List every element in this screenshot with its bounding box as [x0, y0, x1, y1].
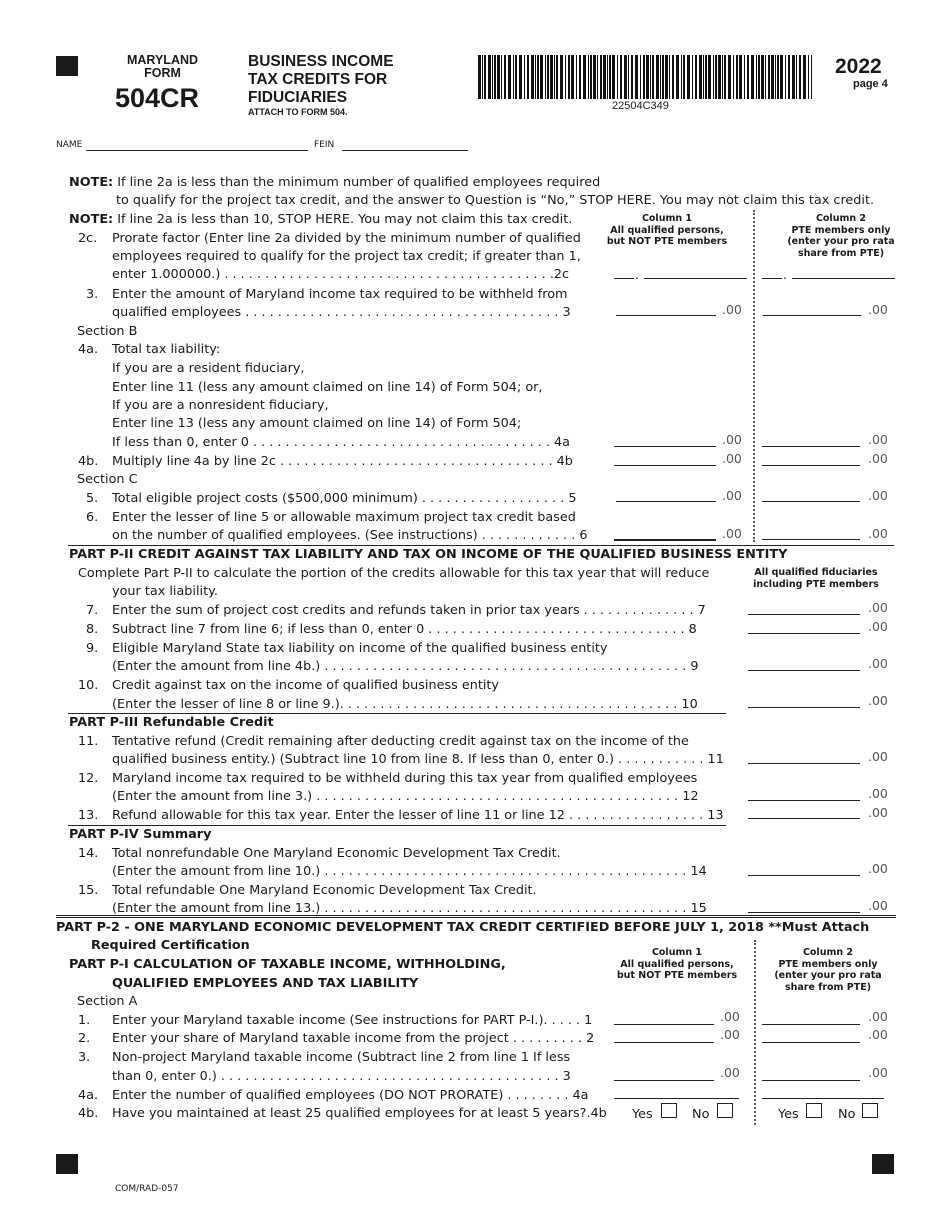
- barcode-bar: [699, 55, 702, 99]
- cents-00: .00: [868, 619, 888, 634]
- barcode-bar: [792, 55, 795, 99]
- barcode-bar: [669, 55, 670, 99]
- barcode-bar: [624, 55, 627, 99]
- barcode-bar: [687, 55, 690, 99]
- line-14-num: 14.: [78, 846, 99, 861]
- part-p2-heading: PART P-II CREDIT AGAINST TAX LIABILITY AND TAX ON INCOME OF THE QUALIFIED BUSINESS ENTITY: [69, 547, 788, 562]
- line-4b-num: 4b.: [78, 454, 99, 469]
- column-1-header: Column 1 All qualified persons, but NOT PTE members: [616, 947, 738, 981]
- barcode-bar: [628, 55, 629, 99]
- line-10-text: Credit against tax on the income of qualified business entity: [112, 678, 499, 693]
- p2-line-3-col1[interactable]: [614, 1080, 714, 1081]
- line-3-text: Enter the amount of Maryland income tax required to be withheld from: [112, 287, 568, 302]
- p2-line-1-col1[interactable]: [614, 1024, 714, 1025]
- line-12-text: Maryland income tax required to be withheld during this tax year from qualified employees: [112, 771, 698, 786]
- cents-00: .00: [868, 1009, 888, 1024]
- line-11-text: Tentative refund (Credit remaining after deducting credit against tax on the income of the: [112, 734, 689, 749]
- form-code: COM/RAD-057: [115, 1184, 179, 1194]
- barcode-bar: [488, 55, 491, 99]
- part-p2-intro: your tax liability.: [112, 584, 218, 599]
- line-9-text: Eligible Maryland State tax liability on income of the qualified business entity: [112, 641, 608, 656]
- barcode-bar: [515, 55, 517, 99]
- line-9-num: 9.: [86, 641, 99, 656]
- barcode-bar: [643, 55, 645, 99]
- barcode-bar: [579, 55, 581, 99]
- cents-00: .00: [868, 693, 888, 708]
- line-14-text: Total nonrefundable One Maryland Economic Development Tax Credit.: [112, 846, 561, 861]
- barcode-bar: [771, 55, 774, 99]
- barcode: [478, 55, 812, 99]
- barcode-bar: [617, 55, 618, 99]
- line-15-num: 15.: [78, 883, 99, 898]
- cents-00: .00: [868, 656, 888, 671]
- barcode-bar: [724, 55, 726, 99]
- part-pi-heading: QUALIFIED EMPLOYEES AND TAX LIABILITY: [112, 976, 419, 991]
- line-4a-col2[interactable]: [762, 446, 860, 447]
- line-4b-col1[interactable]: [614, 465, 716, 466]
- line-2c-text: Prorate factor (Enter line 2a divided by the minimum number of qualified: [112, 231, 581, 246]
- barcode-bar: [728, 55, 731, 99]
- barcode-bar: [695, 55, 697, 99]
- cents-00: .00: [868, 451, 888, 466]
- barcode-bar: [600, 55, 602, 99]
- line-4a-text: Enter line 13 (less any amount claimed on line 14) of Form 504;: [112, 416, 522, 431]
- note-1-cont: to qualify for the project tax credit, and the answer to Question is “No,” STOP HERE. You may not claim this tax credit.: [116, 193, 875, 208]
- barcode-bar: [612, 55, 615, 99]
- barcode-bar: [588, 55, 589, 99]
- line-13-amount[interactable]: [748, 818, 860, 819]
- state-label: MARYLAND FORM: [126, 53, 199, 80]
- barcode-bar: [631, 55, 633, 99]
- barcode-bar: [576, 55, 577, 99]
- barcode-bar: [568, 55, 570, 99]
- decimal-point: .: [783, 268, 788, 283]
- page-number: page 4: [853, 78, 888, 90]
- barcode-bar: [531, 55, 534, 99]
- barcode-bar: [756, 55, 757, 99]
- barcode-bar: [744, 55, 745, 99]
- barcode-bar: [650, 55, 651, 99]
- p2-line-3-col2[interactable]: [762, 1080, 860, 1081]
- line-2c-col1-frac[interactable]: [644, 278, 747, 279]
- column-2-header: Column 2 PTE members only (enter your pro rata share from PTE): [774, 947, 882, 993]
- barcode-bar: [747, 55, 749, 99]
- line-3-col1[interactable]: [616, 315, 716, 316]
- divider: [68, 825, 726, 826]
- part-p4-heading: PART P-IV Summary: [69, 827, 212, 842]
- line-6-col1[interactable]: [614, 539, 716, 541]
- line-11-amount[interactable]: [748, 763, 860, 764]
- line-5-col1[interactable]: [616, 501, 716, 502]
- p2-line-2-num: 2.: [78, 1031, 91, 1046]
- barcode-bar: [537, 55, 539, 99]
- cents-00: .00: [868, 1027, 888, 1042]
- cents-00: .00: [868, 488, 888, 503]
- line-12-amount[interactable]: [748, 800, 860, 801]
- barcode-bar: [708, 55, 711, 99]
- line-3-text: qualified employees . . . . . . . . . . . . . . . . . . . . . . . . . . . . . . . . . . . . . . . 3: [112, 305, 571, 320]
- line-4a-text: Enter line 11 (less any amount claimed on line 14) of Form 504; or,: [112, 380, 543, 395]
- line-3-num: 3.: [86, 287, 99, 302]
- p2-line-4a-col2[interactable]: [762, 1098, 884, 1099]
- section-b: Section B: [77, 324, 138, 339]
- p2-line-4b-text: Have you maintained at least 25 qualified employees for at least 5 years?.4b: [112, 1106, 607, 1121]
- barcode-bar: [482, 55, 483, 99]
- barcode-bar: [554, 55, 555, 99]
- barcode-bar: [652, 55, 654, 99]
- p2-line-2-text: Enter your share of Maryland taxable income from the project . . . . . . . . . 2: [112, 1031, 595, 1046]
- line-8-text: Subtract line 7 from line 6; if less than 0, enter 0 . . . . . . . . . . . . . . . . . . . . . . . . . . . . . . . . 8: [112, 622, 697, 637]
- registration-mark: [872, 1154, 894, 1174]
- cents-00: .00: [722, 432, 742, 447]
- line-5-num: 5.: [86, 491, 99, 506]
- p2-line-2-col1[interactable]: [614, 1042, 714, 1043]
- cents-00: .00: [722, 302, 742, 317]
- line-6-text: on the number of qualified employees. (See instructions) . . . . . . . . . . . . 6: [112, 528, 588, 543]
- barcode-bar: [736, 55, 738, 99]
- line-4b-col2[interactable]: [762, 465, 860, 466]
- no-label: No: [838, 1107, 856, 1122]
- barcode-bar: [733, 55, 734, 99]
- line-3-col2[interactable]: [763, 315, 861, 316]
- line-6-num: 6.: [86, 510, 99, 525]
- barcode-bar: [656, 55, 659, 99]
- barcode-bar: [703, 55, 704, 99]
- barcode-bar: [715, 55, 717, 99]
- p2-line-1-text: Enter your Maryland taxable income (See instructions for PART P-I.). . . . . 1: [112, 1013, 593, 1028]
- barcode-bar: [560, 55, 563, 99]
- barcode-bar: [768, 55, 770, 99]
- line-2c-col1-int[interactable]: [614, 278, 634, 279]
- barcode-bar: [811, 55, 812, 99]
- line-10-amount[interactable]: [748, 707, 860, 708]
- line-12-num: 12.: [78, 771, 99, 786]
- line-4a-num: 4a.: [78, 342, 99, 357]
- form-title: BUSINESS INCOME TAX CREDITS FOR FIDUCIARIES: [248, 53, 394, 106]
- line-6-col2[interactable]: [762, 539, 860, 540]
- barcode-bar: [780, 55, 783, 99]
- barcode-bar: [646, 55, 649, 99]
- barcode-bar: [501, 55, 502, 99]
- barcode-bar: [739, 55, 742, 99]
- cents-00: .00: [722, 488, 742, 503]
- line-2c-num: 2c.: [78, 231, 98, 246]
- cents-00: .00: [868, 432, 888, 447]
- section-c: Section C: [77, 472, 138, 487]
- barcode-bar: [583, 55, 586, 99]
- line-13-text: Refund allowable for this tax year. Enter the lesser of line 11 or line 12 . . . . . . . . . . . . . . . . . 13: [112, 808, 724, 823]
- line-10-text: (Enter the lesser of line 8 or line 9.). . . . . . . . . . . . . . . . . . . . . . . . . . . . . . . . . . . . . . . . . . 10: [112, 697, 698, 712]
- line-4a-text: Total tax liability:: [112, 342, 221, 357]
- part-p2-intro: Complete Part P-II to calculate the portion of the credits allowable for this tax year that will reduce: [78, 566, 710, 581]
- barcode-bar: [640, 55, 641, 99]
- line-14-amount[interactable]: [748, 875, 860, 876]
- cents-00: .00: [720, 1065, 740, 1080]
- cents-00: .00: [722, 451, 742, 466]
- barcode-bar: [681, 55, 682, 99]
- line-13-num: 13.: [78, 808, 99, 823]
- barcode-bar: [808, 55, 809, 99]
- divider: [68, 545, 894, 546]
- line-5-col2[interactable]: [762, 501, 860, 502]
- barcode-bar: [593, 55, 596, 99]
- barcode-bar: [535, 55, 536, 99]
- part-2-heading: Required Certification: [91, 938, 250, 953]
- column-2-header: Column 2 PTE members only (enter your pro rata share from PTE): [787, 213, 895, 259]
- barcode-bar: [527, 55, 529, 99]
- barcode-bar: [547, 55, 549, 99]
- barcode-bar: [556, 55, 558, 99]
- barcode-bar: [550, 55, 553, 99]
- registration-mark: [56, 56, 78, 76]
- col1-no-checkbox[interactable]: [717, 1103, 733, 1118]
- line-9-amount[interactable]: [748, 670, 860, 671]
- barcode-bar: [705, 55, 707, 99]
- p2-line-4b-num: 4b.: [78, 1106, 99, 1121]
- line-7-num: 7.: [86, 603, 99, 618]
- p2-line-4a-num: 4a.: [78, 1088, 99, 1103]
- cents-00: .00: [868, 786, 888, 801]
- barcode-bar: [713, 55, 714, 99]
- line-9-text: (Enter the amount from line 4b.) . . . . . . . . . . . . . . . . . . . . . . . . . . . . . . . . . . . . . . . . . . . . . 9: [112, 659, 699, 674]
- barcode-bar: [571, 55, 574, 99]
- barcode-bar: [718, 55, 721, 99]
- barcode-bar: [665, 55, 668, 99]
- name-label: NAME: [56, 140, 83, 150]
- barcode-bar: [497, 55, 500, 99]
- column-divider: [753, 210, 755, 542]
- line-4a-text: If you are a resident fiduciary,: [112, 361, 305, 376]
- line-2c-text: enter 1.000000.) . . . . . . . . . . . . . . . . . . . . . . . . . . . . . . . . . . . . . . . . .2c: [112, 267, 570, 282]
- barcode-bar: [722, 55, 723, 99]
- barcode-bar: [765, 55, 766, 99]
- line-15-text: (Enter the amount from line 13.) . . . . . . . . . . . . . . . . . . . . . . . . . . . . . . . . . . . . . . . . . . . . . 15: [112, 901, 707, 916]
- barcode-bar: [676, 55, 679, 99]
- line-11-num: 11.: [78, 734, 99, 749]
- barcode-bar: [519, 55, 522, 99]
- divider: [68, 713, 726, 714]
- barcode-bar: [492, 55, 493, 99]
- line-12-text: (Enter the amount from line 3.) . . . . . . . . . . . . . . . . . . . . . . . . . . . . . . . . . . . . . . . . . . . . . 12: [112, 789, 699, 804]
- barcode-bar: [603, 55, 606, 99]
- part-2-heading: PART P-2 - ONE MARYLAND ECONOMIC DEVELOPMENT TAX CREDIT CERTIFIED BEFORE JULY 1, 2018 **Must Attach: [56, 920, 870, 935]
- p2-line-1-col2[interactable]: [762, 1024, 860, 1025]
- fein-field[interactable]: [342, 150, 468, 151]
- barcode-bar: [597, 55, 598, 99]
- p2-line-3-num: 3.: [78, 1050, 91, 1065]
- part-pi-heading: PART P-I CALCULATION OF TAXABLE INCOME, WITHHOLDING,: [69, 957, 506, 972]
- line-10-num: 10.: [78, 678, 99, 693]
- section-divider: [56, 915, 896, 918]
- barcode-bar: [508, 55, 511, 99]
- name-field[interactable]: [86, 150, 308, 151]
- registration-mark: [56, 1154, 78, 1174]
- no-label: No: [692, 1107, 710, 1122]
- line-6-text: Enter the lesser of line 5 or allowable maximum project tax credit based: [112, 510, 576, 525]
- note-2: NOTE: If line 2a is less than 10, STOP HERE. You may not claim this tax credit.: [69, 212, 573, 227]
- barcode-bar: [545, 55, 546, 99]
- line-2c-col2-frac[interactable]: [792, 278, 895, 279]
- barcode-bar: [609, 55, 611, 99]
- column-divider: [754, 940, 756, 1125]
- line-5-text: Total eligible project costs ($500,000 minimum) . . . . . . . . . . . . . . . . . . 5: [112, 491, 577, 506]
- p2-line-1-num: 1.: [78, 1013, 91, 1028]
- cents-00: .00: [868, 898, 888, 913]
- attach-note: ATTACH TO FORM 504.: [248, 107, 348, 117]
- cents-00: .00: [868, 805, 888, 820]
- line-15-text: Total refundable One Maryland Economic Development Tax Credit.: [112, 883, 537, 898]
- barcode-bar: [620, 55, 622, 99]
- fein-label: FEIN: [314, 140, 335, 150]
- line-2c-col2-int[interactable]: [762, 278, 782, 279]
- barcode-bar: [590, 55, 592, 99]
- barcode-bar: [662, 55, 664, 99]
- barcode-bar: [683, 55, 685, 99]
- pte-column-header: All qualified fiduciaries including PTE members: [753, 567, 879, 590]
- p2-line-3-text: Non-project Maryland taxable income (Subtract line 2 from line 1 If less: [112, 1050, 571, 1065]
- line-4b-text: Multiply line 4a by line 2c . . . . . . . . . . . . . . . . . . . . . . . . . . . . . . . . . . 4b: [112, 454, 573, 469]
- barcode-bar: [796, 55, 797, 99]
- cents-00: .00: [868, 600, 888, 615]
- cents-00: .00: [720, 1027, 740, 1042]
- tax-year: 2022: [835, 55, 882, 78]
- barcode-bar: [692, 55, 693, 99]
- barcode-bar: [540, 55, 543, 99]
- barcode-bar: [513, 55, 514, 99]
- p2-line-2-col2[interactable]: [762, 1042, 860, 1043]
- yes-label: Yes: [778, 1107, 799, 1122]
- barcode-bar: [799, 55, 801, 99]
- col2-yes-checkbox[interactable]: [806, 1103, 822, 1118]
- barcode-bar: [758, 55, 760, 99]
- barcode-bar: [777, 55, 779, 99]
- form-number: 504CR: [115, 83, 200, 113]
- col2-no-checkbox[interactable]: [862, 1103, 878, 1118]
- cents-00: .00: [720, 1009, 740, 1024]
- barcode-bar: [494, 55, 496, 99]
- line-8-amount[interactable]: [748, 633, 860, 634]
- cents-00: .00: [722, 526, 742, 541]
- barcode-bar: [785, 55, 786, 99]
- barcode-bar: [565, 55, 566, 99]
- barcode-bar: [524, 55, 525, 99]
- line-4a-col1[interactable]: [614, 446, 716, 447]
- section-a: Section A: [77, 994, 138, 1009]
- barcode-bar: [751, 55, 754, 99]
- cents-00: .00: [868, 526, 888, 541]
- p2-line-4a-col1[interactable]: [614, 1098, 739, 1099]
- line-8-num: 8.: [86, 622, 99, 637]
- decimal-point: .: [635, 268, 640, 283]
- barcode-bar: [607, 55, 608, 99]
- part-p3-heading: PART P-III Refundable Credit: [69, 715, 274, 730]
- barcode-bar: [635, 55, 638, 99]
- line-11-text: qualified business entity.) (Subtract line 10 from line 8. If less than 0, enter 0.) . . . . . . . . . . . 11: [112, 752, 724, 767]
- cents-00: .00: [868, 1065, 888, 1080]
- line-4a-text: If less than 0, enter 0 . . . . . . . . . . . . . . . . . . . . . . . . . . . . . . . . . . . . . 4a: [112, 435, 571, 450]
- barcode-bar: [484, 55, 486, 99]
- column-1-header: Column 1 All qualified persons, but NOT PTE members: [606, 213, 728, 247]
- barcode-bar: [788, 55, 790, 99]
- cents-00: .00: [868, 749, 888, 764]
- barcode-bar: [478, 55, 481, 99]
- barcode-bar: [775, 55, 776, 99]
- note-1: NOTE: If line 2a is less than the minimum number of qualified employees required: [69, 175, 601, 190]
- barcode-bar: [504, 55, 506, 99]
- p2-line-3-text: than 0, enter 0.) . . . . . . . . . . . . . . . . . . . . . . . . . . . . . . . . . . . . . . . . . . 3: [112, 1069, 571, 1084]
- cents-00: .00: [868, 302, 888, 317]
- cents-00: .00: [868, 861, 888, 876]
- barcode-bar: [803, 55, 806, 99]
- p2-line-4a-text: Enter the number of qualified employees (DO NOT PRORATE) . . . . . . . . 4a: [112, 1088, 589, 1103]
- line-7-amount[interactable]: [748, 614, 860, 615]
- barcode-number: 22504C349: [612, 100, 669, 112]
- line-15-amount[interactable]: [748, 912, 860, 913]
- line-7-text: Enter the sum of project cost credits and refunds taken in prior tax years . . . . . . . . . . . . . . 7: [112, 603, 706, 618]
- line-4a-text: If you are a nonresident fiduciary,: [112, 398, 329, 413]
- barcode-bar: [672, 55, 674, 99]
- yes-label: Yes: [632, 1107, 653, 1122]
- line-14-text: (Enter the amount from line 10.) . . . . . . . . . . . . . . . . . . . . . . . . . . . . . . . . . . . . . . . . . . . . . 14: [112, 864, 707, 879]
- col1-yes-checkbox[interactable]: [661, 1103, 677, 1118]
- barcode-bar: [660, 55, 661, 99]
- line-2c-text: employees required to qualify for the project tax credit; if greater than 1,: [112, 249, 581, 264]
- barcode-bar: [761, 55, 764, 99]
